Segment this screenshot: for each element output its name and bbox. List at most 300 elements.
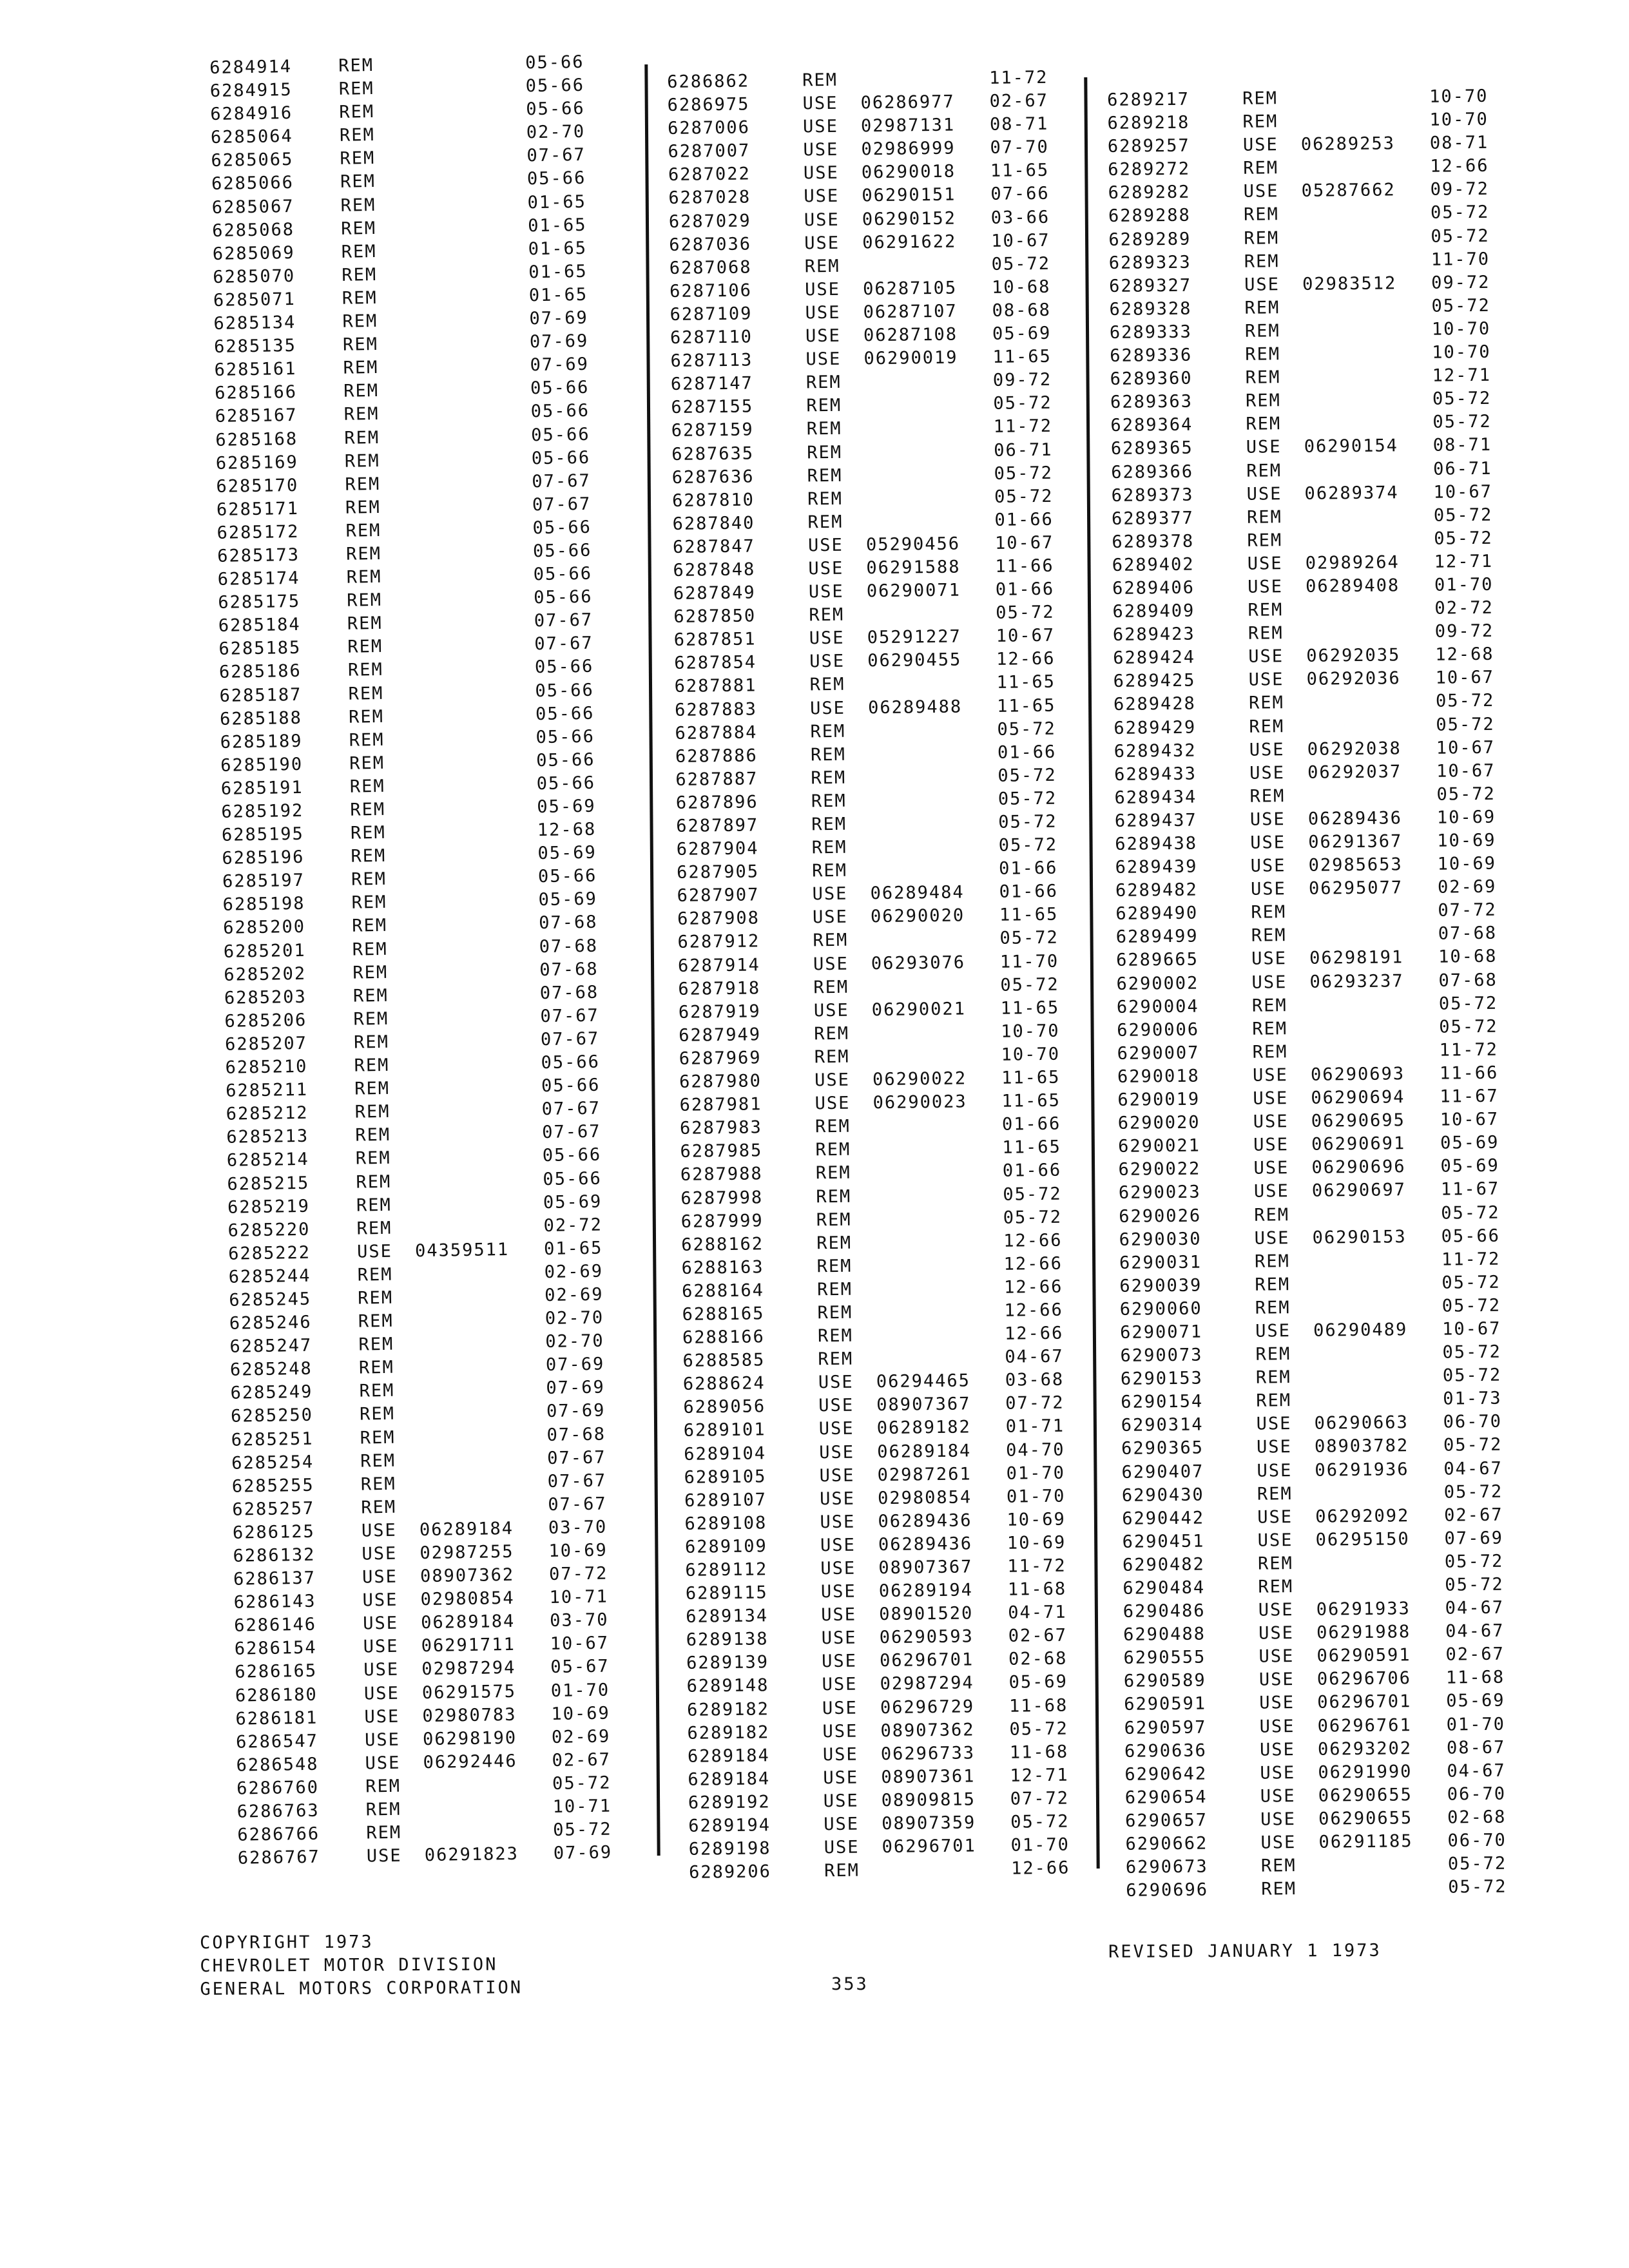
date-code: 05-66 (543, 1168, 602, 1189)
date-code: 07-69 (545, 1354, 605, 1376)
date-code: 07-67 (541, 1098, 601, 1120)
part-number: 6289148 (686, 1675, 769, 1697)
action-code: REM (351, 916, 388, 937)
part-number: 6289438 (1115, 833, 1198, 854)
replacement-number: 05287662 (1301, 180, 1396, 202)
part-number: 6285201 (223, 940, 306, 962)
date-code: 12-68 (1435, 644, 1494, 665)
action-code: USE (820, 1558, 856, 1579)
part-number: 6285192 (221, 800, 304, 822)
part-number: 6289327 (1109, 275, 1192, 296)
table-row (227, 1238, 603, 1266)
action-code: REM (352, 939, 388, 960)
part-number: 6285248 (229, 1358, 313, 1380)
date-code: 11-68 (1445, 1667, 1505, 1689)
part-number: 6287980 (679, 1071, 762, 1092)
part-number: 6289336 (1110, 345, 1193, 367)
part-number: 6289402 (1112, 554, 1195, 575)
date-code: 04-67 (1443, 1458, 1503, 1479)
replacement-number: 06289182 (876, 1417, 971, 1439)
action-code: REM (366, 1822, 402, 1843)
date-code: 01-73 (1443, 1388, 1502, 1409)
date-code: 12-66 (1430, 156, 1489, 177)
replacement-number: 04359511 (414, 1239, 510, 1261)
date-code: 05-72 (1009, 1718, 1068, 1740)
action-code: USE (1253, 1181, 1289, 1202)
part-number: 6285206 (224, 1010, 307, 1032)
replacement-number: 02985653 (1308, 854, 1403, 876)
action-code: REM (357, 1264, 393, 1285)
date-code: 04-67 (1005, 1346, 1064, 1367)
replacement-number: 08909815 (881, 1789, 976, 1811)
date-code: 05-72 (1442, 1365, 1502, 1386)
date-code: 05-66 (534, 586, 593, 608)
part-number: 6289409 (1112, 601, 1195, 622)
date-code: 05-72 (1436, 714, 1495, 735)
part-number: 6287147 (670, 373, 753, 395)
part-number: 6289134 (686, 1606, 769, 1628)
replacement-number: 08907359 (882, 1812, 976, 1834)
part-number: 6290673 (1125, 1856, 1208, 1878)
date-code: 05-66 (542, 1145, 602, 1166)
part-number: 6290662 (1125, 1833, 1208, 1854)
replacement-number: 06290489 (1313, 1320, 1408, 1341)
action-code: USE (363, 1637, 399, 1657)
action-code: USE (819, 1488, 856, 1509)
action-code: REM (340, 218, 377, 239)
date-code: 05-72 (998, 834, 1058, 856)
date-code: 07-68 (539, 936, 599, 957)
action-code: REM (1258, 1577, 1294, 1597)
action-code: USE (1243, 181, 1279, 202)
part-number: 6290002 (1116, 973, 1199, 994)
date-code: 07-69 (546, 1377, 606, 1399)
action-code: USE (1260, 1832, 1296, 1853)
part-number: 6285255 (231, 1475, 314, 1497)
part-number: 6289104 (684, 1443, 767, 1465)
replacement-number: 06295077 (1308, 878, 1403, 899)
action-code: REM (815, 1139, 851, 1160)
date-code: 07-67 (526, 145, 586, 166)
replacement-number: 06290153 (1312, 1226, 1407, 1248)
action-code: REM (361, 1497, 397, 1518)
date-code: 12-68 (537, 819, 597, 841)
part-number: 6285211 (225, 1079, 309, 1101)
action-code: USE (824, 1837, 860, 1858)
action-code: USE (1256, 1414, 1292, 1435)
replacement-number: 02989264 (1305, 552, 1400, 573)
part-number: 6285068 (211, 219, 295, 241)
action-code: REM (351, 892, 387, 914)
part-number: 6289366 (1111, 461, 1194, 483)
part-number: 6287981 (679, 1094, 762, 1116)
part-number: 6289428 (1113, 694, 1196, 715)
action-code: USE (819, 1442, 855, 1463)
part-number: 6285213 (226, 1126, 309, 1148)
part-number: 6285186 (218, 661, 302, 683)
action-code: USE (819, 1465, 855, 1486)
part-number: 6289437 (1114, 810, 1197, 831)
part-number: 6289272 (1108, 159, 1191, 180)
replacement-number: 08907361 (881, 1766, 976, 1787)
table-row (210, 99, 585, 126)
action-code: REM (1245, 390, 1282, 411)
action-code: REM (365, 1776, 401, 1797)
part-number: 6286760 (236, 1777, 320, 1799)
action-code: USE (364, 1706, 400, 1727)
action-code: REM (805, 372, 842, 393)
action-code: REM (1251, 995, 1287, 1016)
part-number: 6287840 (672, 513, 755, 534)
date-code: 10-67 (1435, 668, 1495, 689)
date-code: 07-68 (1438, 970, 1498, 991)
part-number: 6289423 (1112, 624, 1195, 646)
replacement-number: 06291588 (866, 557, 961, 579)
part-number: 6290589 (1123, 1670, 1206, 1692)
action-code: REM (338, 79, 374, 99)
table-row (216, 470, 591, 499)
replacement-number: 06298191 (1309, 947, 1404, 969)
date-code: 05-72 (1435, 691, 1495, 712)
replacement-number: 06289436 (1307, 808, 1403, 829)
action-code: USE (802, 116, 839, 137)
action-code: REM (353, 1032, 390, 1053)
part-number: 6287155 (671, 396, 754, 418)
action-code: REM (347, 637, 383, 658)
date-code: 01-66 (1002, 1160, 1062, 1182)
replacement-number: 06291367 (1308, 831, 1403, 852)
table-row (213, 307, 588, 336)
date-code: 05-72 (552, 1773, 612, 1794)
replacement-number: 06296733 (880, 1743, 976, 1764)
date-code: 10-69 (551, 1703, 610, 1724)
table-row (229, 1331, 604, 1359)
action-code: USE (805, 325, 842, 347)
action-code: REM (816, 1279, 853, 1300)
action-code: REM (815, 1116, 851, 1137)
part-number: 6289257 (1107, 135, 1190, 157)
action-code: REM (816, 1233, 853, 1253)
replacement-number: 06290071 (866, 580, 961, 602)
date-code: 07-69 (529, 307, 588, 329)
action-code: REM (360, 1450, 396, 1472)
table-row (229, 1354, 605, 1382)
action-code: REM (355, 1148, 391, 1169)
action-code: USE (1258, 1600, 1294, 1620)
part-number: 6286154 (234, 1638, 317, 1660)
date-code: 02-67 (1445, 1644, 1505, 1665)
table-row (237, 1819, 612, 1847)
date-code: 07-68 (539, 959, 599, 980)
action-code: USE (1253, 1088, 1289, 1109)
date-code: 05-67 (550, 1657, 610, 1678)
date-code: 11-65 (1000, 997, 1060, 1019)
action-code: REM (345, 520, 381, 541)
action-code: REM (1243, 158, 1279, 179)
date-code: 10-70 (1001, 1044, 1061, 1065)
part-number: 6289378 (1112, 531, 1195, 552)
replacement-number: 06295150 (1315, 1529, 1410, 1550)
table-row (225, 1052, 601, 1080)
part-number: 6290021 (1118, 1135, 1201, 1157)
action-code: REM (1255, 1344, 1291, 1365)
action-code: REM (812, 860, 848, 881)
replacement-number: 06290151 (862, 185, 956, 206)
date-code: 01-70 (550, 1680, 610, 1701)
date-code: 04-67 (1447, 1760, 1506, 1782)
part-number: 6287851 (673, 629, 757, 651)
date-code: 05-72 (998, 765, 1057, 786)
part-number: 6289192 (688, 1792, 771, 1813)
date-code: 07-67 (540, 1005, 599, 1026)
table-row (233, 1586, 609, 1615)
replacement-number: 06289184 (877, 1440, 972, 1462)
date-code: 05-66 (532, 540, 592, 562)
table-row (230, 1377, 606, 1405)
action-code: REM (1249, 785, 1286, 807)
replacement-number: 08907367 (876, 1394, 971, 1416)
action-code: REM (341, 241, 377, 262)
date-code: 10-70 (1001, 1021, 1060, 1042)
date-code: 09-72 (1431, 272, 1490, 293)
date-code: 05-72 (1447, 1853, 1507, 1874)
date-code: 11-65 (992, 346, 1052, 367)
part-number: 6285207 (224, 1033, 308, 1055)
replacement-number: 05290456 (865, 533, 961, 555)
part-number: 6285195 (221, 823, 305, 845)
action-code: USE (818, 1395, 854, 1416)
table-row (226, 1121, 601, 1149)
date-code: 05-72 (1441, 1295, 1501, 1316)
part-number: 6290023 (1118, 1182, 1201, 1204)
date-code: 12-71 (1434, 551, 1494, 572)
action-code: REM (1242, 111, 1278, 132)
action-code: USE (1246, 483, 1282, 505)
part-number: 6290314 (1121, 1414, 1204, 1436)
replacement-number: 06290020 (870, 905, 965, 927)
date-code: 10-68 (1438, 947, 1498, 968)
action-code: REM (824, 1860, 860, 1881)
date-code: 11-65 (990, 160, 1050, 182)
date-code: 02-69 (551, 1726, 611, 1747)
date-code: 07-68 (539, 982, 599, 1003)
action-code: USE (823, 1767, 859, 1789)
part-number: 6289429 (1113, 717, 1197, 738)
date-code: 01-71 (1005, 1416, 1065, 1437)
part-number: 6285172 (217, 521, 300, 543)
part-number: 6287999 (680, 1210, 764, 1232)
table-row (218, 657, 594, 684)
part-number: 6289364 (1110, 414, 1193, 436)
date-code: 11-68 (1008, 1695, 1068, 1716)
part-number: 6285210 (225, 1056, 308, 1078)
table-row (220, 749, 595, 778)
date-code: 12-66 (1004, 1300, 1064, 1321)
part-number: 6290642 (1124, 1763, 1208, 1785)
date-code: 10-67 (991, 230, 1050, 251)
action-code: REM (817, 1325, 853, 1347)
action-code: REM (811, 767, 847, 789)
part-number: 6287912 (677, 931, 760, 953)
action-code: REM (352, 985, 389, 1006)
date-code: 05-72 (998, 811, 1057, 832)
replacement-number: 06290694 (1311, 1087, 1405, 1108)
date-code: 05-66 (531, 447, 591, 468)
action-code: REM (814, 1023, 850, 1044)
action-code: REM (1244, 227, 1280, 249)
part-number: 6285064 (210, 126, 294, 148)
action-code: USE (815, 1093, 851, 1114)
action-code: USE (1251, 948, 1287, 970)
date-code: 10-69 (1007, 1509, 1066, 1530)
date-code: 11-65 (996, 672, 1056, 693)
part-number: 6289194 (688, 1815, 771, 1836)
action-code: REM (816, 1209, 852, 1230)
part-number: 6285219 (227, 1196, 311, 1218)
replacement-number: 02980854 (420, 1588, 515, 1610)
replacement-number: 02987255 (419, 1541, 514, 1564)
action-code: REM (811, 814, 847, 835)
part-number: 6289115 (685, 1582, 768, 1604)
action-code: REM (1245, 367, 1281, 388)
replacement-number: 06289184 (420, 1611, 516, 1633)
date-code: 02-67 (552, 1749, 612, 1771)
part-number: 6286548 (236, 1754, 319, 1776)
date-code: 05-72 (1443, 1481, 1503, 1503)
action-code: USE (1259, 1739, 1295, 1760)
action-code: REM (340, 195, 376, 216)
date-code: 05-69 (992, 323, 1052, 344)
part-number: 6286766 (237, 1823, 320, 1845)
action-code: REM (340, 171, 376, 193)
replacement-number: 06291575 (421, 1681, 517, 1703)
part-number: 6289108 (684, 1513, 767, 1534)
table-row (231, 1447, 606, 1475)
part-number: 6287810 (671, 490, 755, 511)
part-number: 6285203 (224, 986, 307, 1008)
date-code: 09-72 (1434, 620, 1494, 642)
part-number: 6285197 (222, 870, 305, 892)
action-code: USE (823, 1791, 859, 1812)
action-code: REM (807, 465, 843, 486)
action-code: REM (339, 125, 375, 146)
table-row (231, 1470, 607, 1498)
date-code: 10-69 (1437, 830, 1496, 851)
date-code: 07-67 (534, 610, 593, 631)
part-number: 6290407 (1121, 1461, 1204, 1483)
date-code: 06-70 (1447, 1830, 1507, 1851)
part-number: 6285185 (218, 638, 302, 660)
part-number: 6289328 (1109, 298, 1192, 320)
date-code: 10-70 (1431, 318, 1491, 340)
action-code: USE (1260, 1762, 1296, 1783)
table-row (215, 401, 590, 428)
part-number: 6290019 (1117, 1089, 1200, 1110)
part-number: 6285200 (223, 917, 306, 939)
part-number: 6286125 (232, 1521, 316, 1543)
part-number: 6286181 (235, 1707, 318, 1729)
part-number: 6289289 (1108, 229, 1191, 250)
date-code: 07-67 (540, 1028, 600, 1050)
action-code: USE (1256, 1437, 1293, 1458)
replacement-number: 06290154 (1304, 436, 1399, 457)
action-code: USE (820, 1535, 856, 1556)
part-number: 6287036 (669, 234, 752, 255)
part-number: 6289360 (1110, 368, 1193, 390)
action-code: USE (820, 1512, 856, 1533)
date-code: 06-70 (1443, 1412, 1503, 1432)
action-code: REM (1247, 530, 1283, 551)
replacement-number: 06291622 (862, 231, 957, 253)
part-number: 6290484 (1123, 1577, 1206, 1599)
date-code: 03-66 (990, 207, 1050, 228)
part-number: 6290026 (1119, 1206, 1202, 1227)
date-code: 12-71 (1432, 365, 1492, 386)
part-number: 6289365 (1110, 438, 1193, 459)
action-code: REM (811, 791, 847, 812)
date-code: 01-70 (1006, 1486, 1066, 1507)
part-number: 6289105 (684, 1466, 767, 1488)
date-code: 11-67 (1440, 1086, 1499, 1107)
part-number: 6289101 (683, 1419, 766, 1441)
part-number: 6287949 (679, 1024, 762, 1046)
replacement-number: 08907362 (880, 1720, 975, 1741)
action-code: REM (807, 488, 843, 510)
date-code: 03-70 (549, 1610, 609, 1631)
part-number: 6287022 (668, 164, 751, 186)
table-row (211, 191, 587, 220)
action-code: USE (1251, 972, 1287, 993)
date-code: 05-72 (998, 788, 1057, 809)
date-code: 01-65 (528, 284, 588, 306)
action-code: REM (351, 869, 387, 890)
date-code: 06-71 (1433, 458, 1492, 479)
part-number: 6290555 (1123, 1647, 1206, 1669)
action-code: USE (1247, 577, 1284, 597)
replacement-number: 06291988 (1316, 1622, 1411, 1643)
action-code: USE (808, 581, 844, 602)
table-row (232, 1494, 607, 1522)
date-code: 05-72 (1432, 389, 1492, 409)
date-code: 07-72 (1438, 900, 1497, 921)
part-number: 6287887 (675, 769, 758, 790)
action-code: USE (808, 558, 844, 579)
column-1 (209, 52, 613, 1870)
replacement-number: 06289184 (419, 1518, 514, 1541)
replacement-number: 06292037 (1307, 761, 1402, 783)
date-code: 07-69 (1444, 1528, 1504, 1549)
replacement-number: 06298190 (422, 1727, 517, 1749)
date-code: 11-70 (1431, 249, 1490, 270)
date-code: 04-70 (1006, 1439, 1065, 1461)
table-row (219, 680, 595, 707)
date-code: 07-67 (532, 494, 592, 515)
part-number: 6287985 (680, 1140, 763, 1162)
action-code: REM (349, 729, 385, 751)
date-code: 02-68 (1447, 1807, 1507, 1828)
part-number: 6285071 (213, 289, 296, 311)
table-row (229, 1307, 604, 1336)
replacement-number: 06289194 (878, 1580, 974, 1602)
table-row (235, 1703, 610, 1731)
replacement-number: 02987261 (877, 1464, 972, 1485)
part-number: 6286143 (233, 1591, 316, 1613)
date-code: 05-66 (541, 1075, 601, 1097)
part-number: 6285196 (222, 847, 305, 869)
date-code: 05-72 (1003, 1207, 1063, 1228)
replacement-number: 06290455 (867, 649, 962, 671)
part-number: 6290486 (1123, 1600, 1206, 1622)
